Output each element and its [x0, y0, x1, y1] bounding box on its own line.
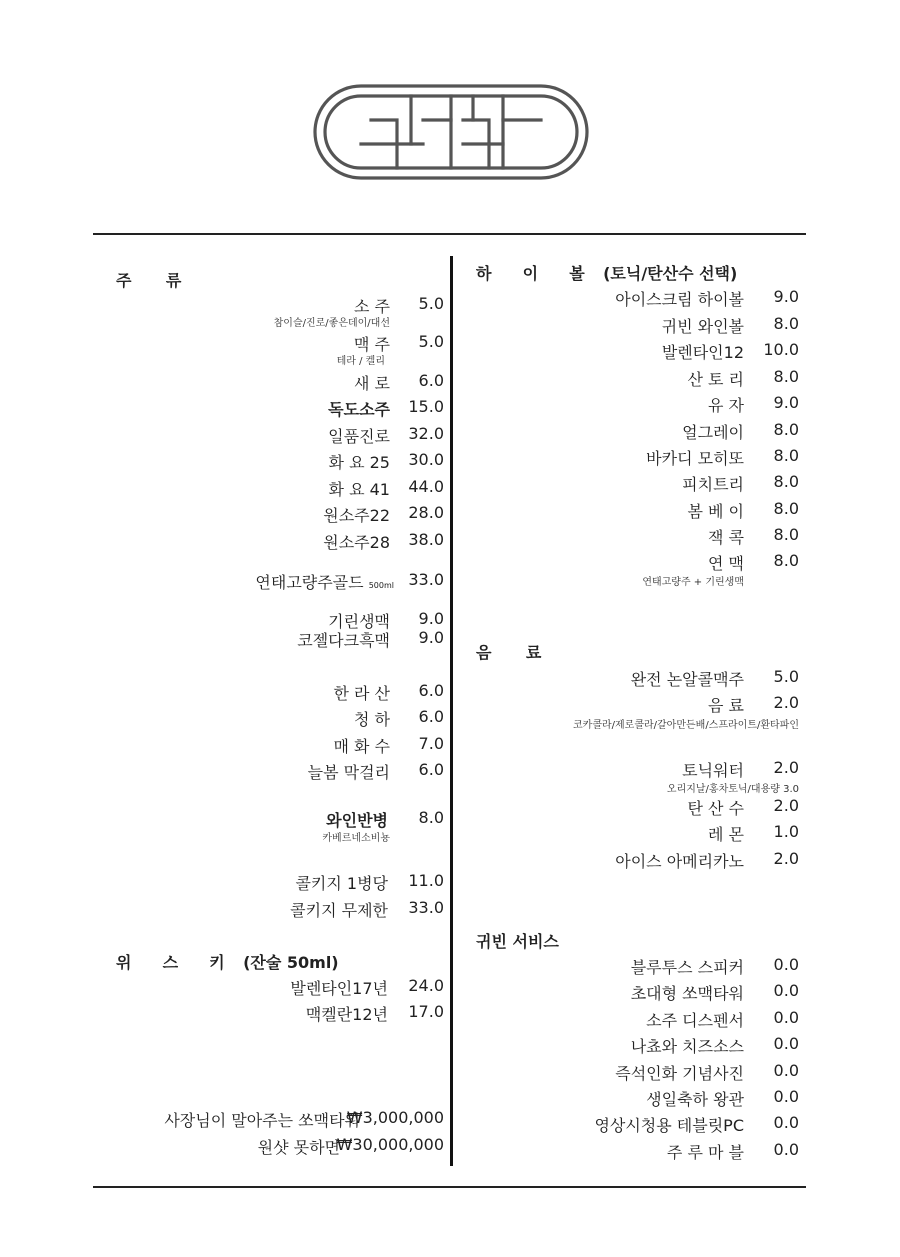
menu-item-name: 원소주28	[323, 533, 390, 552]
section-heading-highball-row	[476, 261, 737, 284]
section-heading-drinks: 음 료	[476, 643, 556, 662]
menu-item-price: 0.0	[773, 1113, 799, 1132]
section-heading-suffix: (토닉/탄산수 선택)	[603, 264, 738, 283]
menu-item-price: 2.0	[773, 849, 799, 868]
menu-item-name: 즉석인화 기념사진	[615, 1064, 744, 1083]
menu-item-note: 카베르네소비뇽	[322, 833, 390, 844]
menu-item-name: 연태고량주골드	[255, 573, 364, 592]
menu-item-name: 콜키지 1병당	[295, 874, 388, 893]
menu-item-name: 나쵸와 치즈소스	[630, 1037, 744, 1056]
menu-item-price: 8.0	[773, 446, 799, 465]
top-divider	[93, 233, 806, 235]
bottom-divider	[93, 1186, 806, 1188]
menu-item-price: 8.0	[773, 420, 799, 439]
menu-item-price: 38.0	[408, 530, 444, 549]
menu-item-price: 30.0	[408, 450, 444, 469]
section-heading-whisky-row	[116, 950, 339, 973]
menu-item-price: 9.0	[773, 393, 799, 412]
menu-item-price: 5.0	[418, 332, 444, 351]
menu-item-price: 8.0	[773, 551, 799, 570]
menu-item-price: 8.0	[773, 314, 799, 333]
menu-item-price: 2.0	[773, 796, 799, 815]
menu-item-price: 8.0	[773, 367, 799, 386]
menu-item-name: 귀빈 와인볼	[661, 317, 744, 336]
menu-item-note: 테라 / 켈리	[336, 356, 385, 367]
menu-item-name: 바카디 모히또	[646, 449, 744, 468]
menu-item-name: 유 자	[708, 396, 744, 415]
menu-item-price: 11.0	[408, 871, 444, 890]
menu-item-name: 콜키지 무제한	[290, 901, 388, 920]
menu-item-price: 15.0	[408, 397, 444, 416]
menu-item-name: 봄 베 이	[687, 502, 744, 521]
menu-item-name: 얼그레이	[682, 423, 744, 442]
menu-item-name: 피치트리	[682, 475, 744, 494]
menu-item-name: 완전 논알콜맥주	[630, 670, 744, 689]
menu-item-name: 음 료	[708, 696, 744, 715]
menu-item-name: 영상시청용 테블릿PC	[594, 1116, 744, 1135]
menu-item-name: 아이스 아메리카노	[615, 852, 744, 871]
special-item-name: 사장님이 말아주는 쏘맥타워	[164, 1111, 360, 1130]
menu-item-name: 독도소주	[328, 400, 390, 419]
menu-item-note: 참이슬/진로/좋은데이/대선	[273, 318, 390, 329]
menu-item-name: 와인반병	[326, 811, 388, 830]
menu-item-name: 한 라 산	[333, 684, 390, 703]
menu-item-price: 7.0	[418, 734, 444, 753]
menu-item-price: 2.0	[773, 693, 799, 712]
column-divider	[450, 256, 453, 1166]
menu-item-name: 연 맥	[708, 554, 744, 573]
menu-item-price: 8.0	[418, 808, 444, 827]
menu-item-name: 화 요 25	[328, 453, 390, 472]
menu-item-name: 소 주	[354, 297, 390, 316]
menu-item-note: 연태고량주 + 기린생맥	[642, 577, 744, 588]
section-heading-liquor: 주 류	[116, 271, 196, 290]
menu-item-name: 일품진로	[328, 427, 390, 446]
menu-item-price: 24.0	[408, 976, 444, 995]
menu-item-price: 33.0	[408, 570, 444, 589]
menu-item-price: 9.0	[418, 628, 444, 647]
menu-item-name: 매 화 수	[333, 737, 390, 756]
menu-item-price: 5.0	[418, 294, 444, 313]
menu-item-name: 아이스크림 하이볼	[615, 290, 744, 309]
menu-item-name: 블루투스 스피커	[630, 958, 744, 977]
menu-item-price: 5.0	[773, 667, 799, 686]
menu-item-name: 코젤다크흑맥	[297, 631, 390, 650]
section-heading-suffix: (잔술 50ml)	[243, 953, 339, 972]
menu-item-price: 6.0	[418, 760, 444, 779]
menu-item-price: 9.0	[773, 287, 799, 306]
menu-item-price: 6.0	[418, 681, 444, 700]
menu-item-size: 500ml	[368, 581, 394, 590]
menu-item-name-with-size	[255, 570, 394, 593]
menu-item-name: 초대형 쏘맥타워	[630, 984, 744, 1003]
menu-item-price: 0.0	[773, 981, 799, 1000]
menu-item-name: 산 토 리	[687, 370, 744, 389]
menu-item-name: 맥 주	[354, 335, 390, 354]
menu-item-name: 기린생맥	[328, 612, 390, 631]
menu-item-price: 9.0	[418, 609, 444, 628]
menu-item-price: 1.0	[773, 822, 799, 841]
menu-item-name: 화 요 41	[328, 480, 390, 499]
menu-item-price: 6.0	[418, 371, 444, 390]
menu-item-name: 새 로	[354, 374, 390, 393]
menu-item-price: 32.0	[408, 424, 444, 443]
menu-item-name: 맥켈란12년	[305, 1005, 388, 1024]
menu-item-name: 원소주22	[323, 506, 390, 525]
menu-item-note: 코카콜라/제로콜라/갈아만든배/스프라이트/환타파인	[573, 720, 799, 731]
menu-item-price: 8.0	[773, 472, 799, 491]
section-heading-highball: 하 이 볼	[476, 264, 598, 283]
menu-item-price: 0.0	[773, 955, 799, 974]
menu-item-price: 8.0	[773, 499, 799, 518]
menu-item-price: 6.0	[418, 707, 444, 726]
menu-item-price: 0.0	[773, 1087, 799, 1106]
special-item-price: ₩3,000,000	[346, 1108, 444, 1127]
menu-item-name: 주 루 마 블	[666, 1143, 744, 1162]
menu-item-name: 생일축하 왕관	[646, 1090, 744, 1109]
menu-item-price: 10.0	[763, 340, 799, 359]
section-heading-whisky: 위 스 키	[116, 953, 238, 972]
menu-item-note: 오리지날/홍차토닉/대용량 3.0	[666, 784, 799, 795]
special-item-price: ₩30,000,000	[336, 1135, 444, 1154]
menu-item-name: 레 몬	[708, 825, 744, 844]
menu-item-name: 청 하	[354, 710, 390, 729]
menu-item-price: 0.0	[773, 1140, 799, 1159]
special-item-name: 원샷 못하면	[257, 1138, 340, 1157]
menu-item-name: 발렌타인17년	[290, 979, 388, 998]
menu-item-price: 28.0	[408, 503, 444, 522]
menu-item-price: 8.0	[773, 525, 799, 544]
section-heading-service: 귀빈 서비스	[476, 932, 559, 951]
menu-item-price: 0.0	[773, 1061, 799, 1080]
menu-item-price: 17.0	[408, 1002, 444, 1021]
menu-item-price: 33.0	[408, 898, 444, 917]
menu-item-price: 0.0	[773, 1034, 799, 1053]
menu-item-name: 발렌타인12	[661, 343, 744, 362]
menu-item-price: 44.0	[408, 477, 444, 496]
guibin-logo	[313, 84, 589, 180]
menu-item-name: 늘봄 막걸리	[307, 763, 390, 782]
menu-item-name: 잭 콕	[708, 528, 744, 547]
menu-item-price: 0.0	[773, 1008, 799, 1027]
menu-item-price: 2.0	[773, 758, 799, 777]
menu-item-name: 탄 산 수	[687, 799, 744, 818]
menu-item-name: 토닉워터	[682, 761, 744, 780]
menu-item-name: 소주 디스펜서	[646, 1011, 744, 1030]
